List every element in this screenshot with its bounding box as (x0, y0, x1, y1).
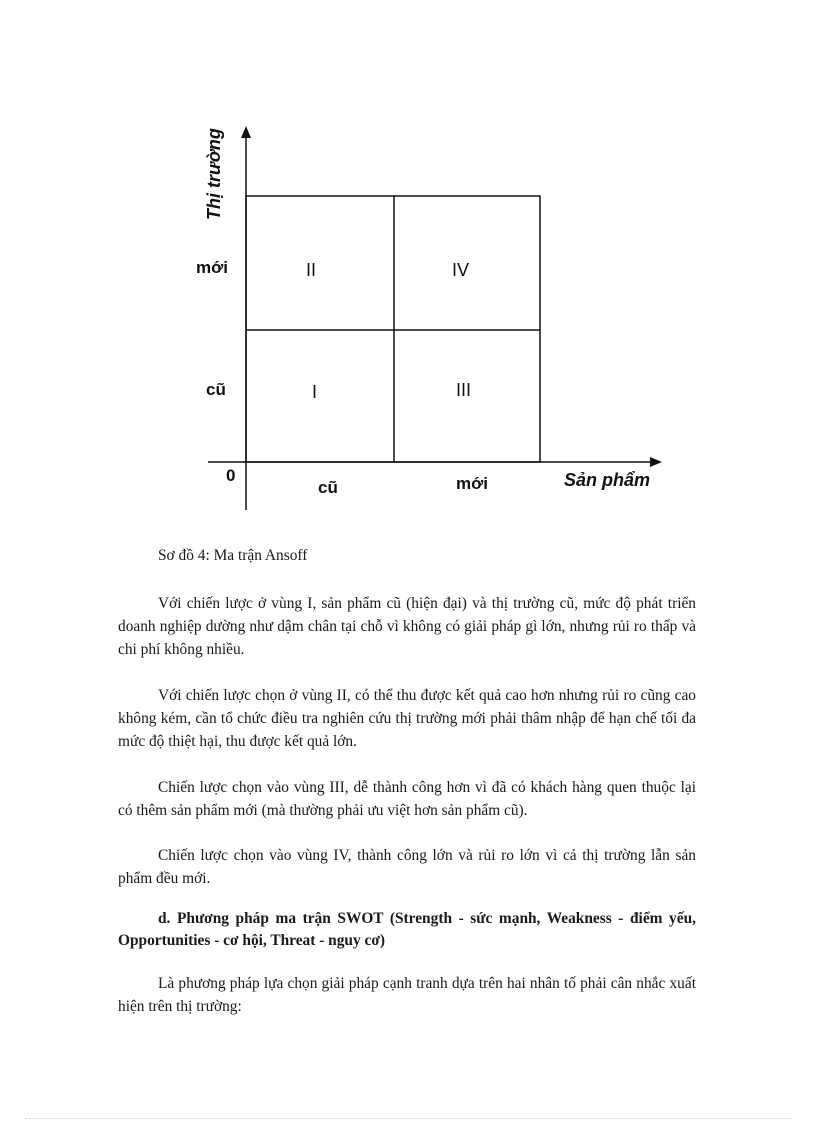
quadrant-IV: IV (452, 260, 470, 280)
paragraph: Là phương pháp lựa chọn giải pháp cạnh tranh dựa trên hai nhân tố phải cân nhắc xuất hiện trên thị trường: (118, 975, 696, 1015)
paragraph: Chiến lược chọn vào vùng III, dễ thành công hơn vì đã có khách hàng quen thuộc lại có thêm sản phẩm mới (mà thường phải ưu việt hơn sản phẩm cũ). (118, 779, 696, 819)
paragraph-zone-4 (118, 844, 696, 890)
quadrant-II: II (306, 260, 317, 280)
diagram-caption: Sơ đồ 4: Ma trận Ansoff (158, 547, 308, 564)
section-heading-swot (118, 908, 696, 952)
col-label-new: mới (456, 474, 488, 493)
quadrant-III: III (456, 380, 472, 400)
paragraph: Chiến lược chọn vào vùng IV, thành công lớn và rủi ro lớn vì cả thị trường lẫn sản phẩm đều mới. (118, 847, 696, 887)
x-axis-arrow-icon (650, 457, 662, 467)
ansoff-grid (190, 120, 670, 515)
ansoff-matrix-diagram (190, 120, 670, 515)
paragraph-swot-intro (118, 972, 696, 1018)
x-axis-label: Sản phẩm (564, 470, 651, 490)
matrix-border (246, 196, 540, 462)
paragraph: Với chiến lược ở vùng I, sản phẩm cũ (hiện đại) và thị trường cũ, mức độ phát triển doanh nghiệp dường như dậm chân tại chỗ vì không có giải pháp gì lớn, nhưng rủi ro thấp và chi phí không nhiều. (118, 595, 696, 658)
paragraph: Với chiến lược chọn ở vùng II, có thể thu được kết quả cao hơn nhưng rủi ro cũng cao không kém, cần tổ chức điều tra nghiên cứu thị trường mới phải thâm nhập để hạn chế tối đa mức độ thiệt hại, thu được kết quả lớn. (118, 687, 696, 750)
y-axis-label: Thị trường (204, 128, 224, 220)
y-axis-arrow-icon (241, 126, 251, 138)
paragraph-zone-3 (118, 776, 696, 822)
paragraph-zone-1 (118, 592, 696, 661)
row-label-new: mới (196, 258, 228, 277)
page-footer-rule (25, 1118, 791, 1119)
row-label-old: cũ (206, 380, 226, 399)
paragraph-zone-2 (118, 684, 696, 753)
col-label-old: cũ (318, 478, 338, 497)
section-heading: d. Phương pháp ma trận SWOT (Strength - sức mạnh, Weakness - điểm yếu, Opportunities - cơ hội, Threat - nguy cơ) (118, 910, 696, 949)
origin-label: 0 (226, 466, 236, 485)
quadrant-I: I (312, 382, 318, 402)
